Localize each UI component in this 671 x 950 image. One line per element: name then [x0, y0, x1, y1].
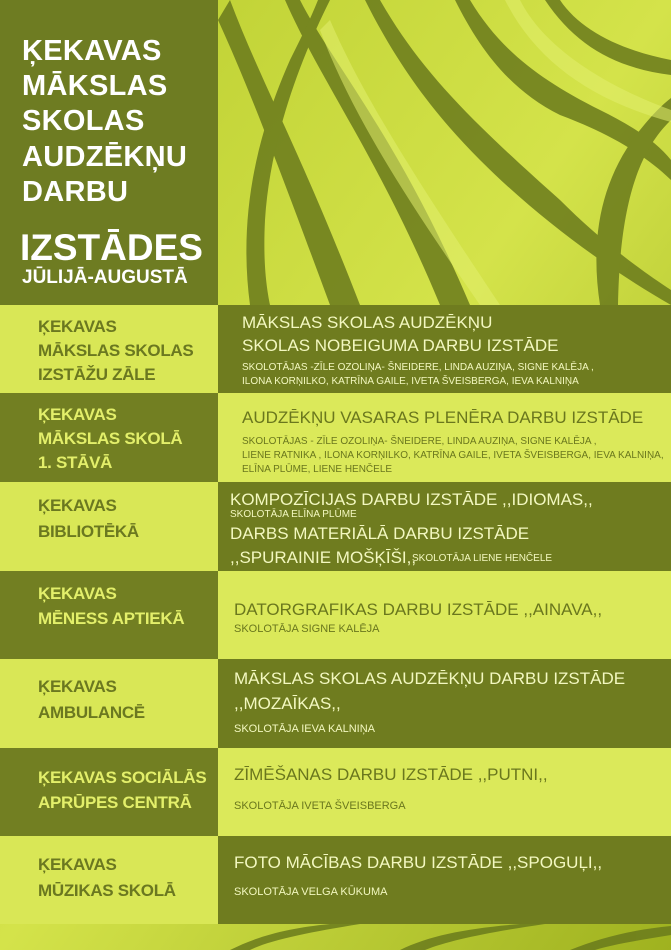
location-line: MŪZIKAS SKOLĀ: [38, 881, 176, 900]
exhibition-cell: [218, 305, 671, 393]
header-big-title: IZSTĀDES: [20, 227, 203, 268]
exhibition-title: DATORGRAFIKAS DARBU IZSTĀDE ,,AINAVA,,: [234, 600, 603, 619]
exhibition-title: FOTO MĀCĪBAS DARBU IZSTĀDE ,,SPOGUĻI,,: [234, 853, 603, 872]
location-line: 1. STĀVĀ: [38, 453, 113, 472]
location-line: ĶEKAVAS: [38, 405, 117, 424]
header-title-line: MĀKSLAS: [22, 70, 168, 102]
exhibition-row: [0, 482, 671, 571]
exhibition-cell: [218, 393, 671, 482]
exhibition-title: ,,MOZAĪKAS,,: [234, 694, 341, 713]
header-date-range: JŪLIJĀ-AUGUSTĀ: [22, 267, 188, 288]
exhibition-row: [0, 305, 671, 393]
exhibition-title: MĀKSLAS SKOLAS AUDZĒKŅU DARBU IZSTĀDE: [234, 669, 626, 688]
exhibition-row: [0, 748, 671, 836]
location-line: ĶEKAVAS SOCIĀLĀS: [38, 768, 207, 787]
location-line: BIBLIOTĒKĀ: [38, 522, 139, 541]
teachers-text: SKOLOTĀJA ELĪNA PLŪME: [230, 509, 357, 520]
teachers-text: SKOLOTĀJAS -ZĪLE OZOLIŅA- ŠNEIDERE, LINDA AUZIŅA, SIGNE KALĒJA ,: [242, 362, 594, 373]
exhibition-title: DARBS MATERIĀLĀ DARBU IZSTĀDE: [230, 524, 530, 543]
exhibition-title: KOMPOZĪCIJAS DARBU IZSTĀDE ,,IDIOMAS,,: [230, 490, 593, 509]
location-line: ĶEKAVAS: [38, 677, 117, 696]
exhibition-cell: [218, 836, 671, 924]
location-line: ĶEKAVAS: [38, 317, 117, 336]
location-line: ĶEKAVAS: [38, 584, 117, 603]
teachers-text: SKOLOTĀJA LIENE HENČELE: [412, 553, 553, 564]
exhibition-title: ,,SPURAINIE MOŠĶĪŠI,,: [230, 548, 417, 567]
teachers-text: ILONA KORŅILKO, KATRĪNA GAILE, IVETA ŠVEISBERGA, IEVA KALNIŅA: [242, 376, 579, 387]
teachers-text: SKOLOTĀJA IVETA ŠVEISBERGA: [234, 800, 406, 812]
header-title-line: SKOLAS: [22, 105, 145, 137]
location-line: AMBULANCĒ: [38, 703, 145, 722]
teachers-text: LIENE RATNIKA , ILONA KORŅILKO, KATRĪNA GAILE, IVETA ŠVEISBERGA, IEVA KALNIŅA,: [242, 450, 664, 461]
teachers-text: SKOLOTĀJA VELGA KŪKUMA: [234, 886, 388, 898]
exhibition-row: [0, 659, 671, 748]
exhibition-cell: [218, 659, 671, 748]
exhibition-cell: [218, 482, 671, 571]
location-cell: [0, 305, 218, 393]
exhibition-title: ZĪMĒŠANAS DARBU IZSTĀDE ,,PUTNI,,: [234, 765, 548, 784]
location-line: ĶEKAVAS: [38, 496, 117, 515]
location-line: MĀKSLAS SKOLĀ: [38, 429, 183, 448]
location-line: MĒNESS APTIEKĀ: [38, 609, 185, 628]
location-cell: [0, 571, 218, 659]
exhibition-row: [0, 571, 671, 659]
location-line: ĶEKAVAS: [38, 855, 117, 874]
exhibition-title: AUDZĒKŅU VASARAS PLENĒRA DARBU IZSTĀDE: [242, 408, 644, 427]
exhibition-row: [0, 393, 671, 482]
exhibition-row: [0, 836, 671, 924]
location-cell: [0, 836, 218, 924]
exhibition-title: SKOLAS NOBEIGUMA DARBU IZSTĀDE: [242, 336, 559, 355]
header-title-line: DARBU: [22, 176, 129, 208]
location-line: MĀKSLAS SKOLAS: [38, 341, 194, 360]
exhibition-cell: [218, 571, 671, 659]
teachers-text: ELĪNA PLŪME, LIENE HENČELE: [242, 464, 393, 475]
teachers-text: SKOLOTĀJA SIGNE KALĒJA: [234, 623, 380, 635]
header-title-line: ĶEKAVAS: [22, 35, 162, 67]
location-line: APRŪPES CENTRĀ: [38, 793, 192, 812]
teachers-text: SKOLOTĀJAS - ZĪLE OZOLIŅA- ŠNEIDERE, LINDA AUZIŅA, SIGNE KALĒJA ,: [242, 436, 597, 447]
header-panel: [0, 0, 218, 305]
location-cell: [0, 393, 218, 482]
location-line: IZSTĀŽU ZĀLE: [38, 365, 156, 384]
header-title-line: AUDZĒKŅU: [22, 141, 188, 173]
teachers-text: SKOLOTĀJA IEVA KALNIŅA: [234, 723, 376, 735]
location-cell: [0, 659, 218, 748]
location-cell: [0, 748, 218, 836]
location-cell: [0, 482, 218, 571]
exhibition-title: MĀKSLAS SKOLAS AUDZĒKŅU: [242, 313, 493, 332]
exhibition-cell: [218, 748, 671, 836]
